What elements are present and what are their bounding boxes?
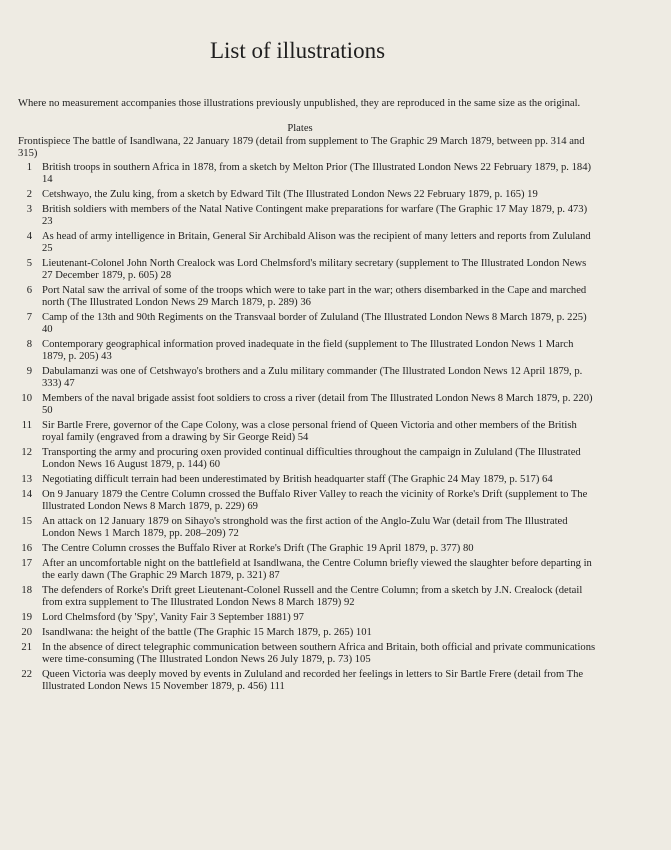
illustration-item (18, 339, 598, 363)
item-number: 13 (21, 474, 32, 485)
item-number: 8 (26, 339, 32, 350)
item-number: 4 (26, 231, 32, 242)
plates-heading: Plates (287, 123, 313, 134)
illustration-item (18, 447, 598, 471)
item-caption: British troops in southern Africa in 1878, from a sketch by Melton Prior (The Illustrated London News 22 February 1879, p. 184) 14 (42, 162, 592, 185)
item-caption: Members of the naval brigade assist foot soldiers to cross a river (detail from The Illustrated London News 8 March 1879, p. 220) 50 (42, 393, 593, 416)
item-caption: Sir Bartle Frere, governor of the Cape Colony, was a close personal friend of Queen Victoria and other members of the British royal family (engraved from a drawing by Sir George Reid) 54 (42, 420, 577, 443)
illustration-item (18, 231, 598, 255)
item-caption: Transporting the army and procuring oxen provided continual difficulties throughout the campaign in Zululand (The Illustrated London News 16 August 1879, p. 144) 60 (42, 447, 581, 470)
illustration-item (18, 585, 598, 609)
item-number: 18 (21, 585, 32, 596)
illustration-item (18, 642, 598, 666)
illustration-item (18, 312, 598, 336)
item-number: 11 (21, 420, 32, 431)
illustration-item (18, 285, 598, 309)
page-title: List of illustrations (209, 38, 386, 63)
item-caption: The Centre Column crosses the Buffalo River at Rorke's Drift (The Graphic 19 April 1879, p. 377) 80 (42, 543, 474, 554)
item-caption: Dabulamanzi was one of Cetshwayo's brothers and a Zulu military commander (The Illustrated London News 12 April 1879, p. 333) 47 (42, 366, 583, 389)
illustration-item (18, 189, 598, 201)
item-number: 9 (26, 366, 32, 377)
item-caption: The defenders of Rorke's Drift greet Lieutenant-Colonel Russell and the Centre Column; from a sketch by J.N. Crealock (detail from extra supplement to The Illustrated London News 8 March 1879) 92 (42, 585, 583, 608)
item-caption: On 9 January 1879 the Centre Column crossed the Buffalo River Valley to reach the vicinity of Rorke's Drift (supplement to The Illustrated London News 8 March 1879, p. 229) 69 (42, 489, 588, 512)
item-number: 17 (21, 558, 32, 569)
item-number: 22 (21, 669, 32, 680)
item-caption: Contemporary geographical information proved inadequate in the field (supplement to The Illustrated London News 1 March 1879, p. 205) 43 (42, 339, 574, 362)
illustration-item (18, 669, 598, 693)
item-number: 6 (26, 285, 32, 296)
item-caption: Queen Victoria was deeply moved by events in Zululand and recorded her feelings in letters to Sir Bartle Frere (detail from The Illustrated London News 15 November 1879, p. 456) 111 (42, 669, 584, 692)
item-number: 20 (21, 627, 32, 638)
item-caption: Isandlwana: the height of the battle (The Graphic 15 March 1879, p. 265) 101 (42, 627, 372, 638)
illustration-item (18, 162, 598, 186)
item-caption: Lieutenant-Colonel John North Crealock was Lord Chelmsford's military secretary (supplement to The Illustrated London News 27 December 1879, p. 605) 28 (42, 258, 587, 281)
item-number: 10 (21, 393, 32, 404)
illustration-item (18, 627, 598, 639)
item-number: 3 (26, 204, 32, 215)
illustration-item (18, 516, 598, 540)
item-number: 16 (21, 543, 32, 554)
illustration-item (18, 474, 598, 486)
illustration-item (18, 543, 598, 555)
item-caption: As head of army intelligence in Britain, General Sir Archibald Alison was the recipient of many letters and reports from Zululand 25 (42, 231, 591, 254)
frontispiece-entry: Frontispiece The battle of Isandlwana, 22 January 1879 (detail from supplement to The Graphic 29 March 1879, between pp. 314 and 315) (18, 136, 585, 159)
illustration-item (18, 204, 598, 228)
item-number: 14 (21, 489, 32, 500)
item-caption: Negotiating difficult terrain had been underestimated by British headquarter staff (The Graphic 24 May 1879, p. 517) 64 (42, 474, 553, 485)
item-number: 2 (26, 189, 32, 200)
item-number: 5 (26, 258, 32, 269)
illustrations-list (18, 162, 598, 696)
item-caption: In the absence of direct telegraphic communication between southern Africa and Britain, both official and private communications were time-consuming (The Illustrated London News 26 July 1879, p. 73) 105 (42, 642, 596, 665)
item-caption: Lord Chelmsford (by 'Spy', Vanity Fair 3 September 1881) 97 (42, 612, 304, 623)
item-caption: Port Natal saw the arrival of some of the troops which were to take part in the war; others disembarked in the Cape and marched north (The Illustrated London News 29 March 1879, p. 289) 36 (42, 285, 587, 308)
intro-note: Where no measurement accompanies those illustrations previously unpublished, they are reproduced in the same size as the original. (18, 98, 581, 109)
item-caption: British soldiers with members of the Natal Native Contingent make preparations for warfare (The Graphic 17 May 1879, p. 473) 23 (42, 204, 588, 227)
illustration-item (18, 393, 598, 417)
illustration-item (18, 612, 598, 624)
illustration-item (18, 489, 598, 513)
illustration-item (18, 420, 598, 444)
item-number: 21 (21, 642, 32, 653)
item-caption: After an uncomfortable night on the battlefield at Isandlwana, the Centre Column briefly viewed the slaughter before departing in the early dawn (The Graphic 29 March 1879, p. 321) 87 (42, 558, 592, 581)
item-number: 12 (21, 447, 32, 458)
item-caption: Cetshwayo, the Zulu king, from a sketch by Edward Tilt (The Illustrated London News 22 February 1879, p. 165) 19 (42, 189, 538, 200)
item-number: 15 (21, 516, 32, 527)
item-caption: An attack on 12 January 1879 on Sihayo's stronghold was the first action of the Anglo-Zulu War (detail from The Illustrated London News 1 March 1879, pp. 208–209) 72 (42, 516, 568, 539)
item-caption: Camp of the 13th and 90th Regiments on the Transvaal border of Zululand (The Illustrated London News 8 March 1879, p. 225) 40 (42, 312, 587, 335)
illustration-item (18, 558, 598, 582)
item-number: 7 (26, 312, 32, 323)
item-number: 1 (26, 162, 32, 173)
illustration-item (18, 366, 598, 390)
item-number: 19 (21, 612, 32, 623)
illustration-item (18, 258, 598, 282)
